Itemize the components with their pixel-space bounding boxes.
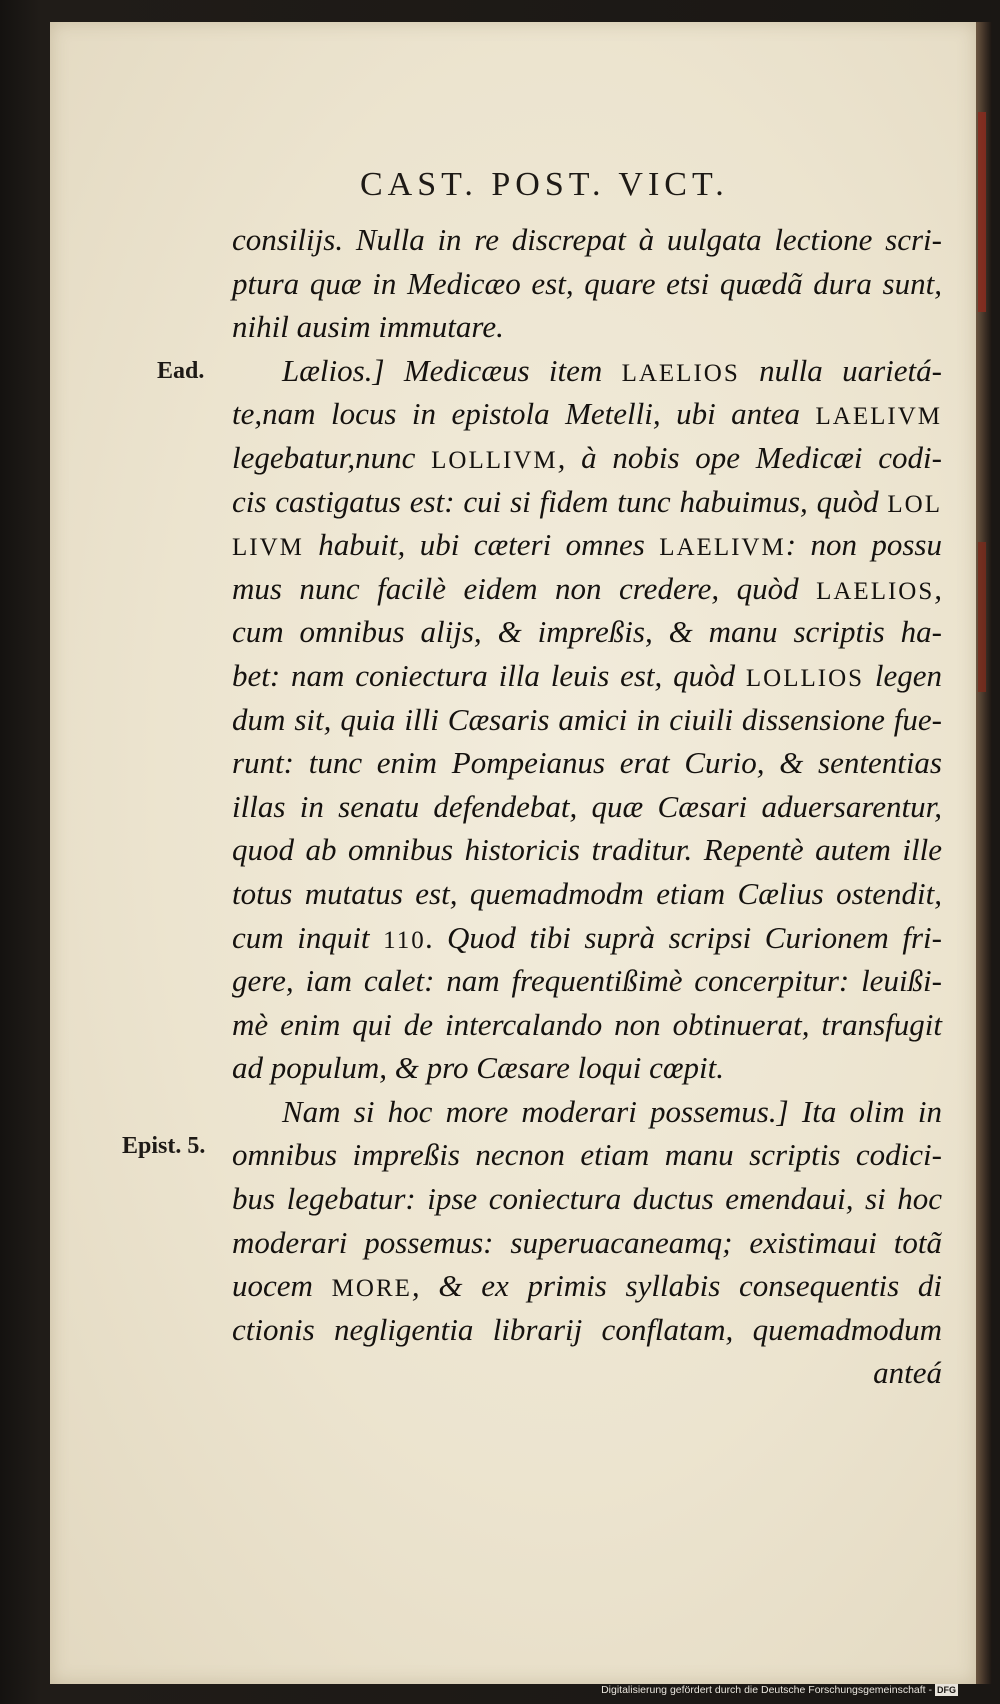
margin-note-ead: Ead. bbox=[157, 358, 205, 384]
dfg-logo: DFG bbox=[937, 1685, 956, 1695]
catchword: anteá bbox=[873, 1355, 942, 1391]
text-line: mus nunc facilè eidem non credere, quòd LAELIOS, bbox=[232, 570, 942, 606]
text-line: ctionis negligentia librarij conflatam, quemadmodum bbox=[232, 1311, 942, 1347]
text-line: uocem MORE, & ex primis syllabis consequentis di bbox=[232, 1268, 943, 1304]
text-line: cis castigatus est: cui si fidem tunc habuimus, quòd LOL bbox=[232, 483, 942, 519]
text-line: bet: nam coniectura illa leuis est, quòd LOLLIOS legen bbox=[232, 657, 942, 693]
credit-text: Digitalisierung gefördert durch die Deutsche Forschungsgemeinschaft - bbox=[601, 1684, 932, 1696]
text-line: totus mutatus est, quemadmodm etiam Cælius ostendit, bbox=[232, 875, 942, 911]
text-line: te,nam locus in epistola Metelli, ubi antea LAELIVM bbox=[232, 396, 942, 432]
text-line: Nam si hoc more moderari possemus.] Ita olim in bbox=[282, 1093, 942, 1129]
text-line: cum inquit 110. Quod tibi suprà scripsi Curionem fri- bbox=[232, 919, 942, 955]
text-line: illas in senatu defendebat, quæ Cæsari aduersarentur, bbox=[232, 788, 942, 824]
text-line: ad populum, & pro Cæsare loqui cœpit. bbox=[232, 1050, 725, 1086]
text-line: moderari possemus: superuacaneamq; existimaui totã bbox=[232, 1224, 942, 1260]
digitization-credit bbox=[601, 1684, 958, 1696]
text-line: quod ab omnibus historicis traditur. Repentè autem ille bbox=[232, 832, 942, 868]
text-line: ptura quæ in Medicæo est, quare etsi quædã dura sunt, bbox=[232, 265, 942, 301]
text-line: runt: tunc enim Pompeianus erat Curio, & sententias bbox=[232, 745, 942, 781]
page-edge bbox=[976, 22, 992, 1684]
text-line: nihil ausim immutare. bbox=[232, 309, 504, 345]
margin-note-epist: Epist. 5. bbox=[122, 1133, 206, 1159]
text-line: Lælios.] Medicæus item LAELIOS nulla uarietá- bbox=[282, 352, 942, 388]
text-line: omnibus impreßis necnon etiam manu scriptis codici- bbox=[232, 1137, 942, 1173]
text-line: legebatur,nunc LOLLIVM, à nobis ope Medicæi codi- bbox=[232, 439, 942, 475]
text-line: bus legebatur: ipse coniectura ductus emendaui, si hoc bbox=[232, 1181, 942, 1217]
body-text bbox=[232, 218, 942, 1395]
text-line: gere, iam calet: nam frequentißimè concerpitur: leuißi- bbox=[232, 963, 942, 999]
text-line: dum sit, quia illi Cæsaris amici in ciuili dissensione fue- bbox=[232, 701, 942, 737]
running-head: CAST. POST. VICT. bbox=[360, 166, 729, 203]
text-line: consilijs. Nulla in re discrepat à uulgata lectione scri- bbox=[232, 222, 942, 257]
text-line: cum omnibus alijs, & impreßis, & manu scriptis ha- bbox=[232, 614, 942, 650]
text-line: LIVM habuit, ubi cæteri omnes LAELIVM: non possu bbox=[232, 527, 942, 563]
text-line: mè enim qui de intercalando non obtinuerat, transfugit bbox=[232, 1006, 942, 1042]
